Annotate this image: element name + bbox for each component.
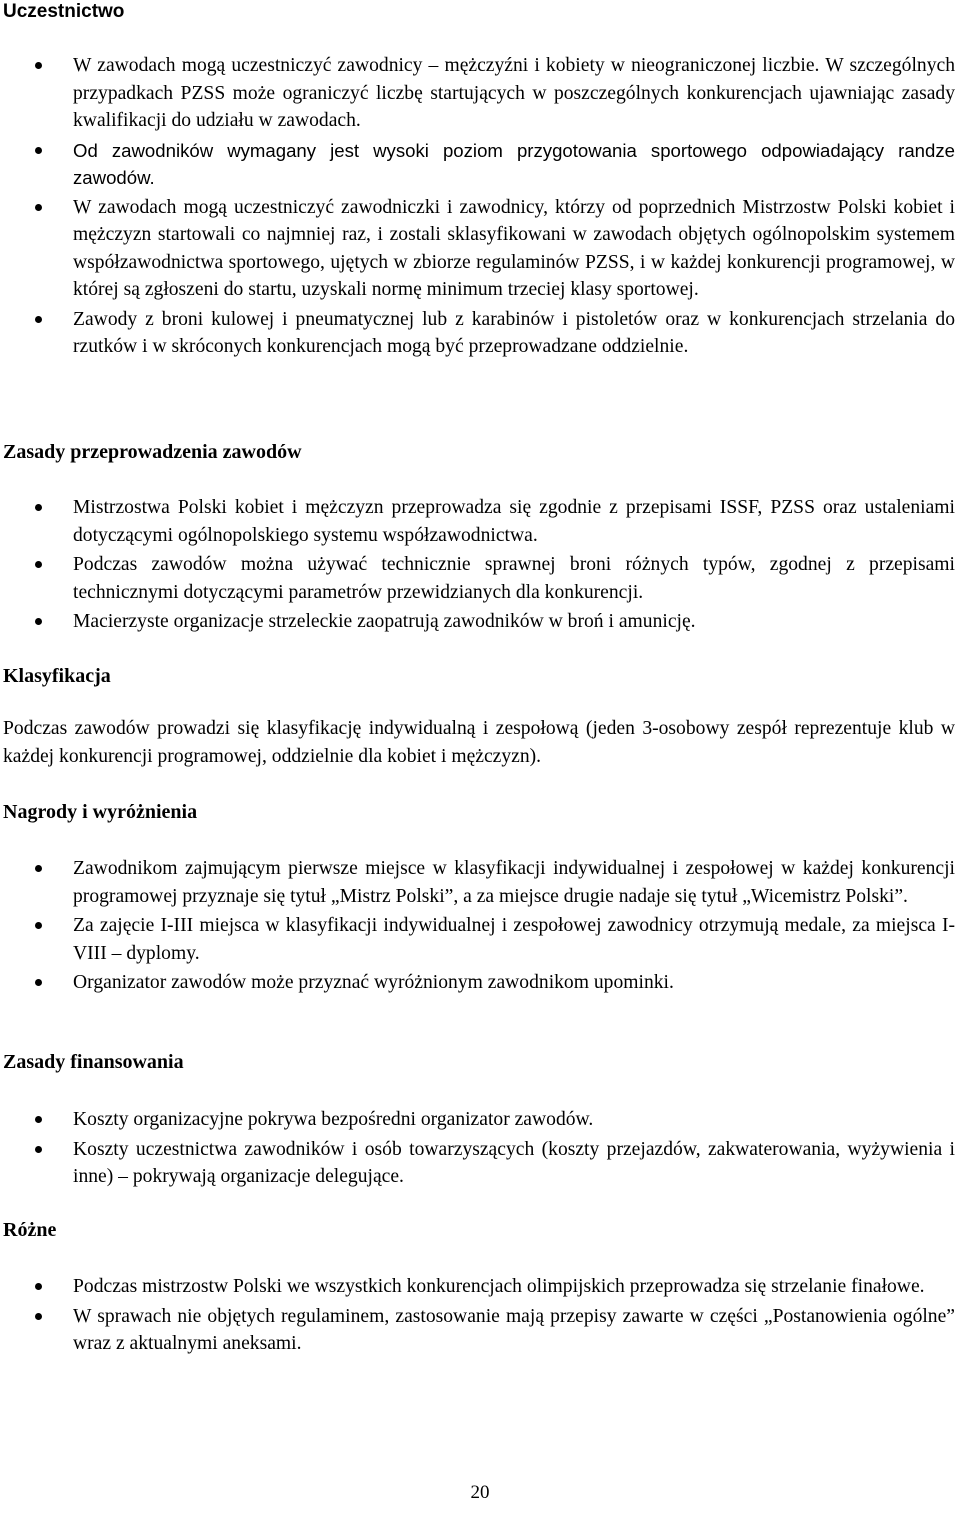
heading-rozne: Różne [3, 1219, 57, 1241]
bullet-icon [35, 62, 42, 69]
paragraph-klasyfikacja: Podczas zawodów prowadzi się klasyfikację indywidualną i zespołową (jeden 3-osobowy zespół reprezentuje klub w każdej konkurencji programowej, oddzielnie dla kobiet i mężczyzn). [3, 718, 955, 767]
bullet-icon [35, 979, 42, 986]
bullet-icon [35, 618, 42, 625]
list-item: Koszty uczestnictwa zawodników i osób towarzyszących (koszty przejazdów, zakwaterowania, wyżywienia i inne) – pokrywają organizacje delegujące. [0, 1136, 955, 1191]
list-item: W zawodach mogą uczestniczyć zawodniczki i zawodnicy, którzy od poprzednich Mistrzostw Polski kobiet i mężczyzn startowali co najmniej raz, i zostali sklasyfikowani w zawodach objętych ogólnopolskim systemem współzawodnictwa sportowego, ujętych w zbiorze regulaminów PZSS, i w każdej konkurencji programowej, w której są zgłoszeni do startu, uzyskali normę minimum trzeciej klasy sportowej. [0, 194, 955, 304]
list-item: Zawodnikom zajmującym pierwsze miejsce w klasyfikacji indywidualnej i zespołowej w każdej konkurencji programowej przyznaje się tytuł „Mistrz Polski”, a za miejsce drugie nadaje się tytuł „Wicemistrz Polski”. [0, 855, 955, 910]
bullet-icon [35, 1116, 42, 1123]
list-item: Podczas mistrzostw Polski we wszystkich konkurencjach olimpijskich przeprowadza się strzelanie finałowe. [0, 1273, 955, 1301]
bullet-icon [35, 1313, 42, 1320]
heading-finansowanie: Zasady finansowania [3, 1051, 184, 1073]
bullet-icon [35, 1146, 42, 1153]
heading-klasyfikacja: Klasyfikacja [3, 665, 111, 687]
list-item: Koszty organizacyjne pokrywa bezpośredni organizator zawodów. [0, 1106, 955, 1134]
list-item: Macierzyste organizacje strzeleckie zaopatrują zawodników w broń i amunicję. [0, 608, 955, 636]
list-item: Od zawodników wymagany jest wysoki poziom przygotowania sportowego odpowiadający randze zawodów. [0, 137, 955, 192]
list-finansowanie [0, 1106, 955, 1193]
list-item: Organizator zawodów może przyznać wyróżnionym zawodnikom upominki. [0, 969, 955, 997]
list-zasady-przeprowadzenia [0, 494, 955, 638]
list-nagrody [0, 855, 955, 999]
bullet-icon [35, 316, 42, 323]
bullet-icon [35, 865, 42, 872]
bullet-icon [35, 147, 42, 154]
bullet-icon [35, 1283, 42, 1290]
list-item: Zawody z broni kulowej i pneumatycznej lub z karabinów i pistoletów oraz w konkurencjach strzelania do rzutków i w skróconych konkurencjach mogą być przeprowadzane oddzielnie. [0, 306, 955, 361]
bullet-icon [35, 922, 42, 929]
heading-uczestnictwo: Uczestnictwo [3, 1, 125, 22]
list-item: W zawodach mogą uczestniczyć zawodnicy – mężczyźni i kobiety w nieograniczonej liczbie. W szczególnych przypadkach PZSS może ograniczyć liczbę startujących w poszczególnych konkurencjach ujawniając zasady kwalifikacji do udziału w zawodach. [0, 52, 955, 135]
list-uczestnictwo [0, 52, 955, 363]
list-rozne [0, 1273, 955, 1360]
list-item: Za zajęcie I-III miejsca w klasyfikacji indywidualnej i zespołowej zawodnicy otrzymują medale, za miejsca I-VIII – dyplomy. [0, 912, 955, 967]
heading-nagrody: Nagrody i wyróżnienia [3, 801, 198, 823]
bullet-icon [35, 204, 42, 211]
bullet-icon [35, 561, 42, 568]
page-number: 20 [470, 1482, 490, 1503]
heading-zasady-przeprowadzenia: Zasady przeprowadzenia zawodów [3, 441, 302, 463]
list-item: W sprawach nie objętych regulaminem, zastosowanie mają przepisy zawarte w części „Postanowienia ogólne” wraz z aktualnymi aneksami. [0, 1303, 955, 1358]
list-item: Mistrzostwa Polski kobiet i mężczyzn przeprowadza się zgodnie z przepisami ISSF, PZSS oraz ustaleniami dotyczącymi ogólnopolskiego systemu współzawodnictwa. [0, 494, 955, 549]
bullet-icon [35, 504, 42, 511]
list-item: Podczas zawodów można używać technicznie sprawnej broni różnych typów, zgodnej z przepisami technicznymi dotyczącymi parametrów przewidzianych dla konkurencji. [0, 551, 955, 606]
